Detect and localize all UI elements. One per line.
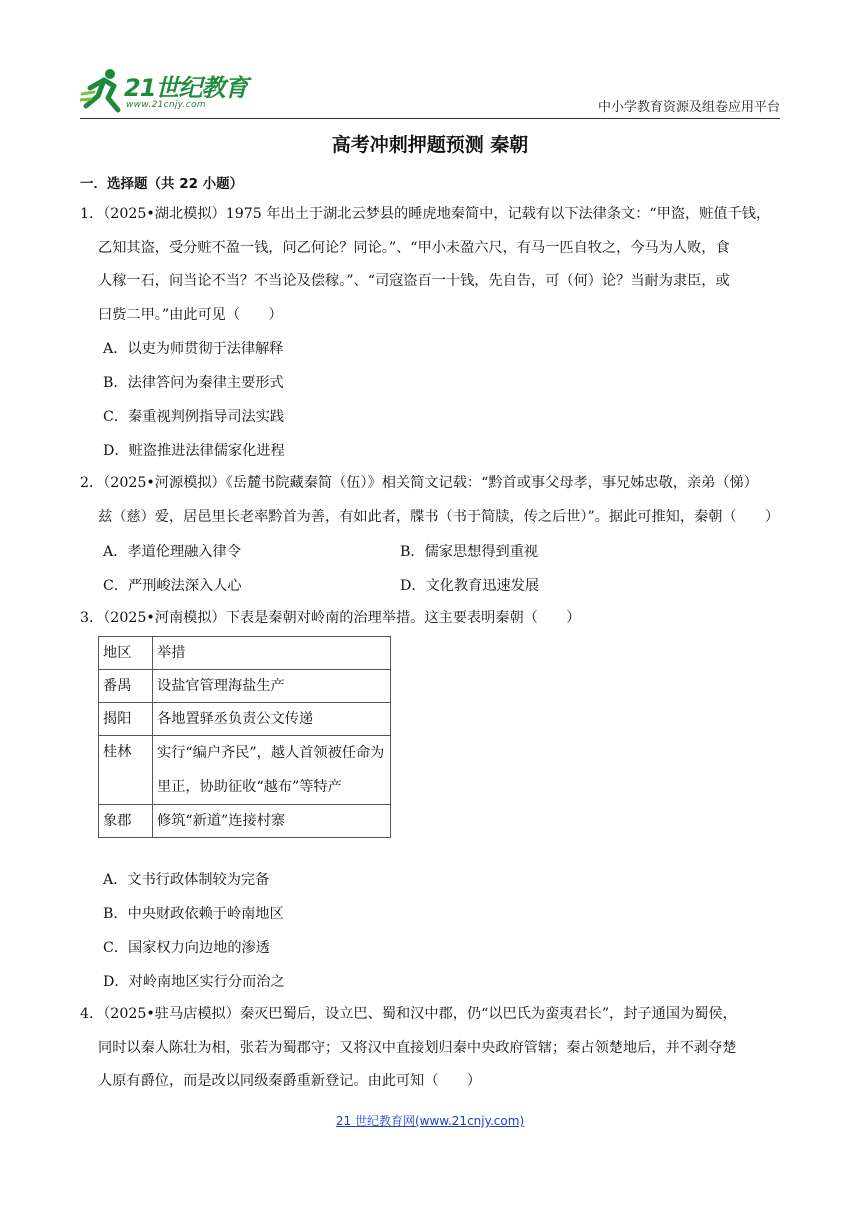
section-heading: 一．选择题（共 22 小题） (80, 176, 244, 192)
table-row (99, 670, 391, 703)
header-divider (80, 118, 780, 119)
q3-option-c[interactable]: C．国家权力向边地的渗透 (103, 940, 270, 956)
q2-option-d[interactable]: D．文化教育迅速发展 (400, 578, 540, 594)
table-cell: 实行“编户齐民”，越人首领被任命为里正，协助征收“越布”等特产 (153, 736, 391, 805)
q3-option-b[interactable]: B．中央财政依赖于岭南地区 (103, 906, 284, 922)
q3-option-d[interactable]: D．对岭南地区实行分而治之 (103, 974, 285, 990)
footer-link[interactable]: 21 世纪教育网(www.21cnjy.com) (335, 1114, 525, 1128)
question-1 (80, 198, 780, 332)
q1-option-a[interactable]: A．以吏为师贯彻于法律解释 (103, 341, 284, 357)
q2-line-1: 2．（2025•河源模拟）《岳麓书院藏秦简（伍）》相关简文记载：“黔首或事父母孝，事兄姊忠敬，亲弟（悌） (80, 475, 758, 491)
q3-line-1: 3．（2025•河南模拟）下表是秦朝对岭南的治理举措。这主要表明秦朝（ ） (80, 610, 581, 626)
q2-option-b[interactable]: B．儒家思想得到重视 (400, 544, 539, 560)
table-header-row (99, 637, 391, 670)
q4-line-2: 同时以秦人陈壮为相，张若为蜀郡守；又将汉中直接划归秦中央政府管辖；秦占领楚地后，并不剥夺楚 (98, 1039, 737, 1056)
table-header-cell: 举措 (153, 637, 391, 670)
table-cell: 象郡 (99, 805, 153, 838)
q1-option-d[interactable]: D．赃盗推进法律儒家化进程 (103, 443, 285, 459)
logo-url: www.21cnjy.com (126, 100, 206, 110)
q4-line-3: 人原有爵位，而是改以同级秦爵重新登记。由此可知（ ） (98, 1073, 482, 1089)
table-row (99, 805, 391, 838)
q2-option-c[interactable]: C．严刑峻法深入人心 (103, 578, 242, 594)
logo-text: 21世纪教育 (124, 74, 248, 102)
q1-line-4: 曰赀二甲。”由此可见（ ） (98, 306, 283, 323)
table-row (99, 736, 391, 805)
table-cell: 各地置驿丞负责公文传递 (153, 703, 391, 736)
table-cell: 设盐官管理海盐生产 (153, 670, 391, 703)
table-cell: 番禺 (99, 670, 153, 703)
question-2 (80, 467, 780, 534)
table-cell: 桂林 (99, 736, 153, 805)
q1-option-b[interactable]: B．法律答问为秦律主要形式 (103, 375, 284, 391)
q1-option-c[interactable]: C．秦重视判例指导司法实践 (103, 409, 285, 425)
q1-line-3: 人稼一石，问当论不当？不当论及偿稼。”、“司寇盗百一十钱，先自告，可（何）论？当耐为隶臣，或 (98, 273, 730, 289)
platform-name: 中小学教育资源及组卷应用平台 (597, 100, 780, 115)
q4-line-1: 4．（2025•驻马店模拟）秦灭巴蜀后，设立巴、蜀和汉中郡，仍“以巴氏为蛮夷君长”，封子通国为蜀侯， (80, 1006, 737, 1022)
q2-line-2: 兹（慈）爱，居邑里长老率黔首为善，有如此者，牒书（书于简牍，传之后世）”。据此可推知，秦朝（ ） (98, 508, 780, 525)
q3-option-a[interactable]: A．文书行政体制较为完备 (103, 872, 270, 888)
question-4 (80, 998, 780, 1099)
q1-line-2: 乙知其盗，受分赃不盈一钱，问乙何论？同论。”、“甲小未盈六尺，有马一匹自牧之，今马为人败，食 (98, 239, 730, 256)
governance-table (98, 636, 391, 838)
table-header-cell: 地区 (99, 637, 153, 670)
question-3 (80, 602, 780, 636)
logo (80, 62, 260, 118)
runner-icon (80, 66, 124, 116)
table-cell: 揭阳 (99, 703, 153, 736)
q2-option-a[interactable]: A．孝道伦理融入律令 (103, 544, 241, 560)
table-cell: 修筑“新道”连接村寨 (153, 805, 391, 838)
page-header (80, 62, 780, 120)
table-row (99, 703, 391, 736)
page-title: 高考冲刺押题预测 秦朝 (331, 134, 529, 156)
q1-line-1: 1．（2025•湖北模拟）1975 年出土于湖北云梦县的睡虎地秦简中，记载有以下法律条文：“甲盗，赃值千钱， (80, 206, 771, 222)
